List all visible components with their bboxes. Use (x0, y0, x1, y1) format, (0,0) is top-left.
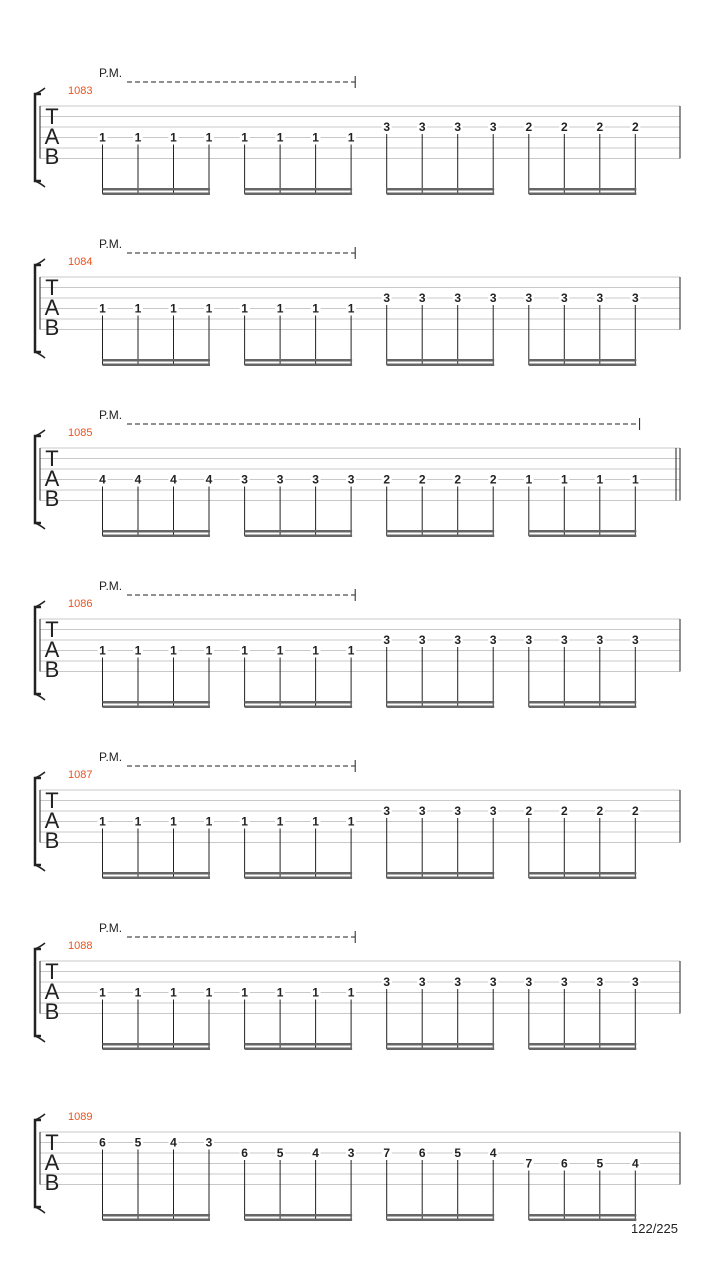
palm-mute-label: P.M. (99, 579, 123, 593)
fret-number: 3 (489, 975, 497, 989)
fret-number: 3 (525, 975, 533, 989)
fret-number: 1 (312, 985, 319, 1000)
tab-system-1088 (35, 921, 680, 1050)
fret-number: 7 (525, 1156, 533, 1171)
fret-number: 3 (312, 472, 319, 487)
beam-lower (245, 193, 353, 196)
palm-mute-label: P.M. (99, 66, 123, 80)
fret-number: 4 (312, 1146, 319, 1160)
fret-number: 3 (596, 291, 604, 305)
beam-lower (387, 877, 495, 880)
fret-number: 1 (134, 814, 142, 829)
fret-number: 6 (241, 1146, 248, 1160)
fret-number: 1 (631, 472, 639, 487)
beam-upper (387, 530, 495, 533)
beam-upper (245, 1043, 353, 1046)
fret-number: 3 (631, 975, 639, 989)
fret-number: 3 (525, 633, 533, 647)
fret-number: 1 (205, 130, 213, 145)
beam-upper (529, 701, 637, 704)
beam-lower (245, 706, 353, 709)
fret-number: 1 (205, 985, 213, 1000)
fret-number: 1 (99, 130, 106, 145)
fret-number: 4 (170, 472, 177, 487)
tab-clef-letter: B (44, 657, 60, 682)
measure-number: 1085 (68, 427, 93, 439)
beam-upper (529, 872, 637, 875)
fret-number: 1 (170, 985, 177, 1000)
fret-number: 3 (383, 291, 391, 305)
beam-lower (387, 1048, 495, 1051)
fret-number: 1 (525, 472, 533, 487)
fret-number: 3 (489, 804, 497, 818)
fret-number: 1 (99, 301, 106, 316)
fret-number: 3 (418, 291, 426, 305)
beam-lower (103, 1048, 211, 1051)
fret-number: 1 (312, 643, 319, 658)
beam-upper (387, 188, 495, 191)
tab-clef-letter: T (45, 275, 59, 300)
measure-number: 1086 (68, 598, 93, 610)
fret-number: 3 (418, 633, 426, 647)
beam-lower (529, 1048, 637, 1051)
beam-lower (245, 1048, 353, 1051)
fret-number: 3 (454, 804, 462, 818)
fret-number: 1 (347, 643, 355, 658)
measure-number: 1084 (68, 256, 93, 268)
fret-number: 3 (383, 975, 391, 989)
fret-number: 1 (99, 643, 106, 658)
fret-number: 5 (454, 1146, 462, 1160)
fret-number: 3 (560, 975, 568, 989)
fret-number: 3 (347, 472, 355, 487)
beam-lower (103, 535, 211, 538)
fret-number: 3 (560, 291, 568, 305)
tab-clef-letter: T (45, 104, 59, 129)
beam-lower (529, 364, 637, 367)
fret-number: 1 (170, 301, 177, 316)
fret-number: 1 (312, 814, 319, 829)
fret-number: 3 (489, 120, 497, 134)
fret-number: 2 (525, 804, 533, 818)
beam-upper (103, 530, 211, 533)
beam-lower (103, 364, 211, 367)
beam-upper (387, 872, 495, 875)
fret-number: 1 (134, 643, 142, 658)
fret-number: 1 (276, 643, 284, 658)
fret-number: 1 (170, 130, 177, 145)
fret-number: 3 (454, 120, 462, 134)
beam-upper (529, 359, 637, 362)
beam-upper (529, 188, 637, 191)
fret-number: 1 (170, 643, 177, 658)
beam-upper (245, 1214, 353, 1217)
fret-number: 1 (276, 814, 284, 829)
fret-number: 1 (134, 301, 142, 316)
beam-upper (529, 1214, 637, 1217)
beam-upper (245, 872, 353, 875)
fret-number: 3 (418, 975, 426, 989)
fret-number: 4 (631, 1156, 639, 1171)
tab-clef-letter: B (44, 486, 60, 511)
fret-number: 1 (347, 985, 355, 1000)
tab-clef-letter: B (44, 1170, 60, 1195)
fret-number: 4 (134, 472, 142, 487)
tab-system-1086 (35, 579, 680, 708)
beam-lower (387, 364, 495, 367)
fret-number: 2 (596, 120, 604, 134)
fret-number: 3 (489, 633, 497, 647)
fret-number: 2 (560, 804, 568, 818)
fret-number: 5 (134, 1135, 142, 1150)
fret-number: 1 (134, 985, 142, 1000)
fret-number: 3 (276, 472, 284, 487)
fret-number: 3 (383, 804, 391, 818)
beam-lower (529, 193, 637, 196)
tab-system-1083 (35, 66, 680, 195)
beam-lower (529, 535, 637, 538)
beam-upper (387, 359, 495, 362)
tab-clef-letter: T (45, 959, 59, 984)
tab-clef-letter: T (45, 1130, 59, 1155)
fret-number: 3 (241, 472, 248, 487)
fret-number: 4 (99, 472, 106, 487)
measure-number: 1088 (68, 940, 93, 952)
measure-number: 1089 (68, 1111, 93, 1123)
tab-clef-letter: A (44, 1150, 60, 1175)
beam-upper (103, 188, 211, 191)
fret-number: 2 (418, 472, 426, 487)
beam-lower (245, 535, 353, 538)
fret-number: 1 (276, 985, 284, 1000)
beam-upper (245, 188, 353, 191)
tab-clef-letter: T (45, 617, 59, 642)
beam-lower (245, 1219, 353, 1222)
beam-lower (387, 193, 495, 196)
beam-lower (103, 1219, 211, 1222)
beam-lower (103, 193, 211, 196)
fret-number: 3 (418, 804, 426, 818)
fret-number: 1 (170, 814, 177, 829)
fret-number: 2 (383, 472, 391, 487)
fret-number: 3 (205, 1135, 213, 1150)
fret-number: 4 (170, 1135, 177, 1150)
fret-number: 1 (99, 814, 106, 829)
fret-number: 6 (418, 1146, 426, 1160)
tab-clef-letter: A (44, 979, 60, 1004)
beam-upper (103, 701, 211, 704)
fret-number: 1 (99, 985, 106, 1000)
tab-system-1085 (35, 408, 680, 537)
fret-number: 1 (560, 472, 568, 487)
fret-number: 1 (241, 643, 248, 658)
page-number: 122/225 (631, 1221, 678, 1236)
beam-upper (387, 1043, 495, 1046)
fret-number: 2 (596, 804, 604, 818)
tab-clef-letter: B (44, 144, 60, 169)
beam-lower (387, 706, 495, 709)
fret-number: 6 (99, 1135, 106, 1150)
beam-upper (103, 872, 211, 875)
fret-number: 4 (205, 472, 213, 487)
fret-number: 1 (205, 643, 213, 658)
fret-number: 1 (347, 130, 355, 145)
tab-clef-letter: A (44, 124, 60, 149)
fret-number: 3 (347, 1146, 355, 1160)
fret-number: 4 (489, 1146, 497, 1160)
fret-number: 3 (489, 291, 497, 305)
fret-number: 3 (560, 633, 568, 647)
fret-number: 3 (631, 291, 639, 305)
fret-number: 3 (454, 633, 462, 647)
tab-clef-letter: B (44, 315, 60, 340)
palm-mute-label: P.M. (99, 237, 123, 251)
fret-number: 3 (454, 975, 462, 989)
beam-upper (103, 1214, 211, 1217)
fret-number: 3 (631, 633, 639, 647)
tab-system-1087 (35, 750, 680, 879)
fret-number: 5 (276, 1146, 284, 1160)
beam-lower (387, 1219, 495, 1222)
beam-lower (529, 706, 637, 709)
tab-clef-letter: B (44, 828, 60, 853)
measure-number: 1083 (68, 85, 93, 97)
beam-upper (387, 1214, 495, 1217)
fret-number: 2 (560, 120, 568, 134)
fret-number: 3 (383, 633, 391, 647)
fret-number: 2 (631, 804, 639, 818)
fret-number: 2 (631, 120, 639, 134)
beam-lower (529, 877, 637, 880)
fret-number: 1 (241, 814, 248, 829)
fret-number: 3 (454, 291, 462, 305)
fret-number: 2 (525, 120, 533, 134)
fret-number: 2 (489, 472, 497, 487)
fret-number: 1 (276, 130, 284, 145)
beam-lower (103, 877, 211, 880)
tab-clef-letter: A (44, 808, 60, 833)
fret-number: 1 (134, 130, 142, 145)
fret-number: 6 (560, 1156, 568, 1171)
fret-number: 3 (596, 633, 604, 647)
tab-system-1089 (35, 1111, 680, 1221)
tab-clef-letter: A (44, 466, 60, 491)
fret-number: 1 (312, 130, 319, 145)
beam-lower (245, 364, 353, 367)
fret-number: 1 (241, 985, 248, 1000)
fret-number: 1 (205, 301, 213, 316)
fret-number: 3 (418, 120, 426, 134)
fret-number: 1 (241, 130, 248, 145)
fret-number: 1 (347, 301, 355, 316)
beam-lower (103, 706, 211, 709)
fret-number: 1 (347, 814, 355, 829)
tab-system-1084 (35, 237, 680, 366)
fret-number: 1 (205, 814, 213, 829)
tab-clef-letter: A (44, 637, 60, 662)
beam-upper (245, 530, 353, 533)
tab-clef-letter: T (45, 788, 59, 813)
fret-number: 7 (383, 1146, 391, 1160)
tab-clef-letter: B (44, 999, 60, 1024)
beam-upper (529, 1043, 637, 1046)
beam-upper (245, 701, 353, 704)
fret-number: 2 (454, 472, 462, 487)
beam-upper (103, 359, 211, 362)
fret-number: 1 (276, 301, 284, 316)
measure-number: 1087 (68, 769, 93, 781)
beam-upper (387, 701, 495, 704)
fret-number: 5 (596, 1156, 604, 1171)
fret-number: 3 (596, 975, 604, 989)
fret-number: 1 (312, 301, 319, 316)
palm-mute-label: P.M. (99, 921, 123, 935)
beam-lower (529, 1219, 637, 1222)
fret-number: 1 (596, 472, 604, 487)
fret-number: 1 (241, 301, 248, 316)
fret-number: 3 (383, 120, 391, 134)
tab-clef-letter: T (45, 446, 59, 471)
palm-mute-label: P.M. (99, 408, 123, 422)
beam-lower (245, 877, 353, 880)
tab-clef-letter: A (44, 295, 60, 320)
fret-number: 3 (525, 291, 533, 305)
beam-upper (529, 530, 637, 533)
beam-lower (387, 535, 495, 538)
beam-upper (245, 359, 353, 362)
palm-mute-label: P.M. (99, 750, 123, 764)
beam-upper (103, 1043, 211, 1046)
